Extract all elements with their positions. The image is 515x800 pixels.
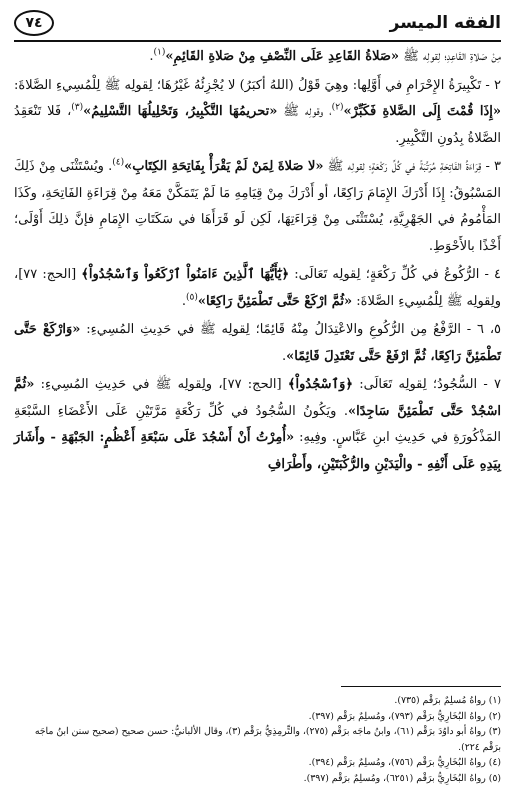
body-run: . <box>282 348 287 364</box>
footnote-divider <box>341 686 501 687</box>
footnote-item: (٥) رواهُ البُخَارِيُّ برَقْم (٦٢٥١)، ومُسلِمٌ برَقْم (٣٩٧). <box>303 772 501 784</box>
quoted-text: «تحريمُهَا التَّكْبِيرُ، وَتَحْلِيلُهَا التَّسْلِيمُ» <box>83 104 278 119</box>
body-run: مِنْ صَلاةِ القَاعِدِ؛ لِقولِه ﷺ <box>399 49 501 64</box>
footnote-item: (٣) رواهُ أبو داوُدَ برَقْم (٦١)، وابنُ ماجَه برَقْم (٢٧٥)، والتِّرمِذِيُّ برَقْم (٣)، وقال الألبانيُّ: حسن صحيح (صحيح سنن ابنُ ماجَه برَقْم ٢٢٤). <box>34 726 501 753</box>
quoted-text: ﴿وَٱسْجُدُواْ﴾ <box>287 377 353 392</box>
paragraph <box>14 154 501 260</box>
body-run: ، وقولِه ﷺ <box>277 104 332 119</box>
footnote-marker: (٢) <box>331 102 344 113</box>
body-run: ٣ - قِرَاءَةُ الفَاتِحَةِ مُرَتَّبَةً في كُلِّ رَكْعَةٍ؛ لِقولِه ﷺ <box>323 159 501 174</box>
body-run: ٥، ٦ - الرَّفْعُ مِن الرُّكُوعِ والاعْتِدَالُ مِنْهُ قَائِمًا؛ لِقولِه ﷺ في حَدِيثِ المُسِيءِ: <box>80 322 502 337</box>
body-run: . <box>181 293 186 309</box>
footnote-item: (٢) رواهُ البُخَارِيُّ برَقْم (٧٩٣)، ومُسلِمٌ برَقْم (٣٩٧). <box>308 710 501 722</box>
body-run: [الحج: ٧٧]، ولِقولِه ﷺ لِلْمُسِيءِ الصَّلاةَ: <box>14 267 501 309</box>
body-run: . ويُسْتَثْنَى مِنْ ذَلِكَ المَسْبُوقُ: إِذَا أَدْرَكَ الإِمَامَ رَاكِعًا، أو أَدْرَكَ مِنْ قِيَامِهِ مَا لَمْ يَتَمَكَّنْ مَعَهُ مِنْ قِرَاءَةِ الفَاتِحَةِ، وكَذَا المَأْمُومُ في الجَهْرِيَّةِ، يُسْتَثْنَى مِنْ قِرَاءَتِهَا، لَكِن لَو قَرَأَهَا في سَكَتَاتِ الإِمَامِ فإنَّ ذلِكَ أَوْلَى؛ أَخْذًا بالأَحْوَطِ. <box>14 159 501 254</box>
footnote-item: (٤) رواهُ البُخَارِيُّ برَقْم (٧٥٦)، ومُسلِمٌ برَقْم (٣٩٤). <box>308 757 501 768</box>
quoted-text: «وَارْكَعْ حَتَّى تَطْمَئِنَّ رَاكِعًا، ثُمَّ ارْفَعْ حَتَّى تَعْتَدِلَ قَائِمًا» <box>14 322 501 364</box>
footnotes <box>14 693 501 786</box>
body-run: ٤ - الرُّكُوعُ في كُلِّ رَكْعَةٍ؛ لِقولِه تَعَالَى: <box>289 267 501 282</box>
body-text <box>14 44 501 478</box>
page-number: ٧٤ <box>14 10 54 36</box>
footnote-item: (١) رواهُ مُسلِمٌ برَقْم (٧٣٥). <box>394 695 501 706</box>
header-rule <box>14 40 501 42</box>
quoted-text: «لا صَلاةَ لِمَنْ لَمْ يَقْرَأْ بِفَاتِحَةِ الكِتَابِ» <box>124 159 324 174</box>
body-run: ٧ - السُّجُودُ؛ لِقولِه تَعَالَى: <box>353 377 501 392</box>
quoted-text: «ثُمَّ اسْجُدْ حَتَّى تَطْمَئِنَّ سَاجِدًا» <box>14 377 501 419</box>
footnote-marker: (٥) <box>185 292 198 303</box>
quoted-text: «أُمِرْتُ أَنْ أَسْجُدَ عَلَى سَبْعَةِ أَعْظُمٍ: الجَبْهَةِ - وأَشَارَ بِيَدِهِ عَلَى أَنْفِهِ - والْيَدَيْنِ والرُّكْبَتَيْنِ، وأَطْرَافِ <box>14 430 501 472</box>
paragraph <box>14 317 501 370</box>
footnote-marker: (٣) <box>71 102 84 113</box>
quoted-text: «إِذَا قُمْتَ إِلَى الصَّلاةِ فَكَبِّرْ» <box>343 104 501 119</box>
quoted-text: «ثُمَّ ارْكَعْ حَتَّى تَطْمَئِنَّ رَاكِعًا» <box>197 293 353 309</box>
quoted-text: «صَلاةُ القَاعِدِ عَلَى النِّصْفِ مِنْ صَلاةِ القَائِمِ» <box>165 49 400 64</box>
body-run: ٢ - تَكْبِيرَةُ الإِحْرَامِ في أَوَّلِها: وهِيَ قَوْلُ (اللهُ أكبَرُ) لا يُجْزِئُهُ غَيْرُهَا؛ لِقولِه ﷺ لِلْمُسِيءِ الصَّلاةَ: <box>14 77 501 93</box>
paragraph <box>14 73 501 153</box>
paragraph <box>14 44 501 71</box>
page-header <box>14 6 501 40</box>
paragraph <box>14 262 501 315</box>
body-run: ، فَلا تَنْعَقِدُ الصَّلاةُ بِدُونِ التَّكْبِيرِ. <box>14 104 501 146</box>
footnote-marker: (٤) <box>112 157 125 168</box>
body-run: . <box>149 49 154 64</box>
body-run: . ويَكُونُ السُّجُودُ في كُلِّ رَكْعَةٍ مَرَّتَيْنِ عَلَى الأَعْضَاءِ السَّبْعَةِ المَذْكُورَةِ في حَدِيثِ ابنِ عَبَّاسٍ. وفِيهِ: <box>14 403 501 445</box>
body-run: [الحج: ٧٧]، ولِقولِه ﷺ في حَدِيثِ المُسِيءِ: <box>34 377 288 392</box>
book-title: الفقه الميسر <box>389 13 501 33</box>
footnote-marker: (١) <box>153 47 166 58</box>
quoted-text: ﴿يَٰٓأَيُّهَا ٱلَّذِينَ ءَامَنُواْ ٱرْكَعُواْ وَٱسْجُدُواْ﴾ <box>81 267 290 282</box>
paragraph <box>14 372 501 478</box>
